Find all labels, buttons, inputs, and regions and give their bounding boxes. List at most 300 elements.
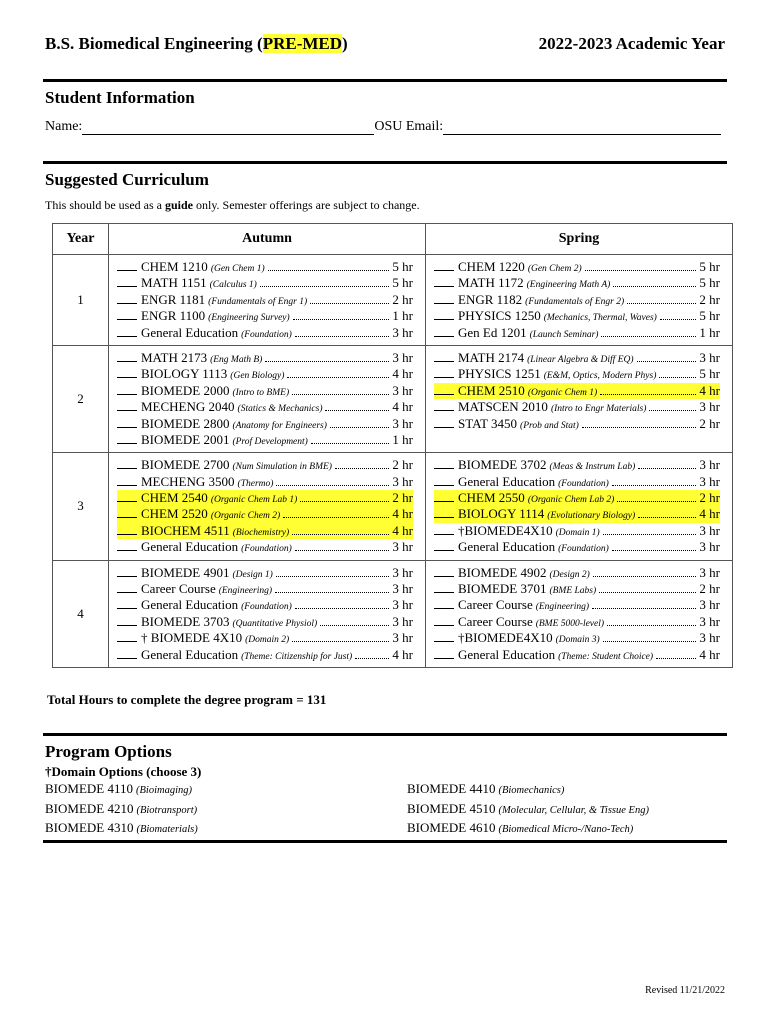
course-hours: 3 hr (392, 613, 413, 629)
completion-blank[interactable] (434, 416, 454, 428)
course-name: General Education (141, 539, 239, 555)
course-name: Career Course (458, 613, 533, 629)
completion-blank[interactable] (117, 259, 137, 271)
course-description: (Prof Development) (232, 436, 308, 447)
course-description: (Engineering Survey) (208, 313, 290, 324)
course-hours: 1 hr (392, 308, 413, 324)
course-item (434, 523, 720, 539)
completion-blank[interactable] (434, 350, 454, 362)
course-name: BIOMEDE 3701 (458, 581, 547, 597)
completion-blank[interactable] (117, 581, 137, 593)
domain-course-description: (Biomedical Micro-/Nano-Tech) (498, 824, 634, 836)
course-item (434, 647, 720, 663)
course-hours: 3 hr (392, 564, 413, 580)
course-hours: 3 hr (699, 473, 720, 489)
autumn-courses-cell (109, 345, 426, 452)
name-label: Name: (45, 119, 83, 134)
course-hours: 3 hr (699, 399, 720, 415)
course-item (434, 539, 720, 555)
dot-leader (607, 615, 696, 626)
course-item (434, 275, 720, 291)
dot-leader (275, 582, 389, 593)
course-hours: 3 hr (699, 457, 720, 473)
course-description: (E&M, Optics, Modern Phys) (543, 371, 657, 382)
course-hours: 4 hr (392, 522, 413, 538)
course-item (434, 506, 720, 522)
course-hours: 5 hr (699, 259, 720, 274)
course-item (117, 474, 413, 490)
course-hours: 3 hr (392, 324, 413, 340)
course-item (117, 597, 413, 613)
course-hours: 4 hr (392, 399, 413, 415)
column-header-year: Year (53, 224, 109, 255)
course-hours: 1 hr (699, 324, 720, 340)
dot-leader (325, 400, 389, 411)
domain-course-description: (Biomechanics) (498, 785, 565, 796)
course-name: CHEM 2550 (458, 490, 525, 506)
note-text: This should be used as a (45, 198, 165, 212)
course-hours: 3 hr (392, 382, 413, 398)
course-hours: 4 hr (392, 366, 413, 382)
dot-leader (330, 417, 389, 428)
course-description: (Theme: Citizenship for Just) (241, 651, 353, 662)
completion-blank[interactable] (434, 292, 454, 304)
spring-courses-cell (426, 345, 733, 452)
program-options-title: Program Options (45, 742, 172, 761)
course-item (117, 647, 413, 663)
autumn-courses-cell (109, 255, 426, 346)
course-description: (Fundamentals of Engr 2) (525, 296, 625, 307)
course-item (117, 416, 413, 432)
dot-leader (292, 631, 389, 642)
dot-leader (659, 367, 696, 378)
course-description: (Gen Biology) (230, 371, 285, 382)
note-text: only. Semester offerings are subject to change. (193, 198, 420, 212)
completion-blank[interactable] (117, 308, 137, 320)
course-name: BIOMEDE 2000 (141, 382, 230, 398)
spring-courses-cell (426, 560, 733, 667)
dot-leader (617, 491, 696, 502)
course-description: (Fundamentals of Engr 1) (208, 296, 308, 307)
dot-leader (276, 475, 389, 486)
course-name: †BIOMEDE4X10 (458, 630, 553, 646)
completion-blank[interactable] (117, 506, 137, 518)
course-name: BIOMEDE 2800 (141, 415, 230, 431)
course-item (117, 581, 413, 597)
completion-blank[interactable] (434, 457, 454, 469)
course-description: (Prob and Stat) (520, 420, 579, 431)
dot-leader (265, 351, 389, 362)
course-item (434, 457, 720, 473)
course-name: General Education (458, 539, 556, 555)
course-hours: 5 hr (699, 366, 720, 382)
course-item (117, 383, 413, 399)
completion-blank[interactable] (117, 490, 137, 502)
course-item (434, 630, 720, 646)
course-description: (Domain 2) (245, 635, 290, 646)
dot-leader (268, 260, 390, 271)
course-name: General Education (458, 646, 556, 662)
dot-leader (649, 400, 696, 411)
course-description: (Intro to BME) (232, 387, 290, 398)
course-hours: 3 hr (699, 630, 720, 646)
completion-blank[interactable] (434, 597, 454, 609)
course-hours: 3 hr (699, 564, 720, 580)
completion-blank[interactable] (117, 325, 137, 337)
course-hours: 3 hr (392, 597, 413, 613)
course-hours: 3 hr (699, 349, 720, 365)
course-hours: 4 hr (699, 506, 720, 522)
course-name: MATH 1172 (458, 275, 524, 291)
dot-leader (638, 458, 696, 469)
domain-option-item (45, 801, 198, 821)
divider (43, 840, 727, 843)
course-description: (Linear Algebra & Diff EQ) (527, 354, 634, 365)
divider (43, 79, 727, 82)
completion-blank[interactable] (117, 416, 137, 428)
completion-blank[interactable] (434, 325, 454, 337)
dot-leader (310, 293, 389, 304)
course-item (117, 292, 413, 308)
course-item (117, 308, 413, 324)
dot-leader (603, 631, 697, 642)
course-item (434, 474, 720, 490)
course-name: BIOCHEM 4511 (141, 522, 230, 538)
domain-course-name: BIOMEDE 4510 (407, 800, 496, 816)
course-name: Gen Ed 1201 (458, 324, 527, 340)
course-description: (Organic Chem 2) (210, 511, 281, 522)
completion-blank[interactable] (434, 275, 454, 287)
domain-option-item (45, 820, 198, 840)
course-name: General Education (141, 597, 239, 613)
domain-course-description: (Molecular, Cellular, & Tissue Eng) (498, 804, 649, 816)
dot-leader (295, 326, 390, 337)
course-hours: 2 hr (699, 291, 720, 307)
dot-leader (660, 309, 697, 320)
dot-leader (613, 276, 696, 287)
dot-leader (292, 384, 389, 395)
dot-leader (600, 384, 696, 395)
course-item (434, 399, 720, 415)
completion-blank[interactable] (434, 647, 454, 659)
course-item (117, 490, 413, 506)
completion-blank[interactable] (434, 523, 454, 535)
course-item (117, 506, 413, 522)
course-name: MECHENG 3500 (141, 473, 235, 489)
completion-blank[interactable] (117, 597, 137, 609)
course-name: CHEM 2540 (141, 490, 208, 506)
completion-blank[interactable] (117, 630, 137, 642)
course-item (117, 457, 413, 473)
year-cell: 4 (53, 560, 109, 667)
course-name: Career Course (458, 597, 533, 613)
course-description: (Intro to Engr Materials) (550, 404, 647, 415)
course-item (434, 383, 720, 399)
curriculum-title: Suggested Curriculum (45, 170, 209, 189)
dot-leader (638, 507, 696, 518)
dot-leader (603, 524, 697, 535)
course-item (434, 614, 720, 630)
domain-course-name: BIOMEDE 4610 (407, 820, 496, 836)
program-title (45, 34, 348, 54)
course-hours: 5 hr (699, 308, 720, 324)
program-title-suffix: ) (342, 34, 348, 53)
dot-leader (627, 293, 696, 304)
course-description: (Eng Math B) (210, 354, 263, 365)
completion-blank[interactable] (117, 292, 137, 304)
course-item (434, 366, 720, 382)
completion-blank[interactable] (117, 350, 137, 362)
domain-option-item (407, 820, 649, 840)
completion-blank[interactable] (117, 275, 137, 287)
course-hours: 2 hr (392, 457, 413, 473)
course-hours: 5 hr (699, 275, 720, 291)
course-item (434, 325, 720, 341)
course-item (117, 325, 413, 341)
course-hours: 3 hr (392, 539, 413, 555)
course-name: STAT 3450 (458, 415, 518, 431)
course-description: (Statics & Mechanics) (237, 404, 323, 415)
domain-options-left (45, 781, 198, 840)
note-emphasis: guide (164, 198, 193, 212)
autumn-courses-cell (109, 453, 426, 560)
domain-course-description: (Biotransport) (136, 804, 198, 816)
divider (43, 733, 727, 736)
course-item (117, 614, 413, 630)
completion-blank[interactable] (434, 539, 454, 551)
completion-blank[interactable] (434, 259, 454, 271)
course-description: (Launch Seminar) (529, 329, 599, 340)
domain-course-name: BIOMEDE 4210 (45, 800, 134, 816)
course-name: MATH 1151 (141, 275, 207, 291)
course-hours: 3 hr (392, 349, 413, 365)
course-description: (Engineering) (535, 602, 590, 613)
table-row (53, 560, 733, 667)
dot-leader (612, 540, 697, 551)
year-cell: 1 (53, 255, 109, 346)
course-hours: 2 hr (699, 490, 720, 506)
course-hours: 3 hr (392, 415, 413, 431)
program-title-prefix: B.S. Biomedical Engineering ( (45, 34, 263, 53)
dot-leader (292, 524, 389, 535)
course-item (117, 565, 413, 581)
page-header (45, 34, 725, 58)
course-name: MATSCEN 2010 (458, 399, 548, 415)
course-item (117, 399, 413, 415)
academic-year: 2022-2023 Academic Year (538, 34, 725, 53)
course-description: (BME Labs) (549, 586, 597, 597)
course-item (434, 308, 720, 324)
course-item (434, 292, 720, 308)
course-hours: 4 hr (392, 506, 413, 522)
completion-blank[interactable] (434, 383, 454, 395)
course-hours: 3 hr (699, 613, 720, 629)
course-item (117, 539, 413, 555)
course-name: CHEM 2510 (458, 382, 525, 398)
completion-blank[interactable] (117, 474, 137, 486)
course-item (434, 565, 720, 581)
student-fields (45, 119, 721, 135)
curriculum-table (52, 223, 733, 668)
course-name: ENGR 1181 (141, 291, 206, 307)
dot-leader (293, 309, 390, 320)
table-row (53, 345, 733, 452)
course-name: Career Course (141, 581, 216, 597)
dot-leader (287, 367, 389, 378)
course-name: † BIOMEDE 4X10 (141, 630, 243, 646)
completion-blank[interactable] (434, 630, 454, 642)
course-hours: 3 hr (392, 473, 413, 489)
completion-blank[interactable] (117, 523, 137, 535)
dot-leader (599, 582, 696, 593)
course-name: BIOLOGY 1113 (141, 366, 228, 382)
domain-option-item (407, 801, 649, 821)
course-item (117, 275, 413, 291)
course-hours: 4 hr (699, 382, 720, 398)
course-description: (Design 1) (232, 569, 273, 580)
course-item (434, 350, 720, 366)
table-row (53, 453, 733, 560)
course-description: (Meas & Instrum Lab) (549, 462, 636, 473)
course-description: (Foundation) (241, 602, 292, 613)
autumn-courses-cell (109, 560, 426, 667)
completion-blank[interactable] (117, 366, 137, 378)
completion-blank[interactable] (117, 457, 137, 469)
domain-course-name: BIOMEDE 4310 (45, 820, 134, 836)
completion-blank[interactable] (434, 399, 454, 411)
domain-course-name: BIOMEDE 4410 (407, 781, 496, 796)
course-item (434, 597, 720, 613)
course-description: (Foundation) (558, 544, 609, 555)
course-name: CHEM 1210 (141, 259, 208, 274)
course-name: CHEM 1220 (458, 259, 525, 274)
domain-course-description: (Bioimaging) (136, 785, 192, 796)
dot-leader (283, 507, 389, 518)
course-description: (Engineering) (218, 586, 273, 597)
completion-blank[interactable] (434, 506, 454, 518)
course-description: (Anatomy for Engineers) (232, 420, 327, 431)
completion-blank[interactable] (434, 366, 454, 378)
completion-blank[interactable] (117, 539, 137, 551)
curriculum-note (45, 198, 420, 213)
completion-blank[interactable] (434, 308, 454, 320)
course-description: (Foundation) (558, 478, 609, 489)
total-hours: Total Hours to complete the degree program = 131 (47, 692, 327, 707)
dot-leader (320, 615, 389, 626)
course-hours: 3 hr (392, 630, 413, 646)
course-description: (Quantitative Physiol) (232, 618, 318, 629)
year-cell: 2 (53, 345, 109, 452)
divider (43, 161, 727, 164)
spring-courses-cell (426, 453, 733, 560)
student-info-title: Student Information (45, 88, 195, 107)
dot-leader (260, 276, 390, 287)
course-hours: 4 hr (699, 646, 720, 662)
course-name: PHYSICS 1250 (458, 308, 541, 324)
year-cell: 3 (53, 453, 109, 560)
email-field[interactable] (443, 121, 721, 135)
column-header-spring: Spring (426, 224, 733, 255)
course-name: BIOMEDE 4902 (458, 564, 547, 580)
dot-leader (276, 566, 390, 577)
name-field[interactable] (82, 121, 374, 135)
dot-leader (295, 598, 390, 609)
dot-leader (582, 417, 697, 428)
course-description: (Domain 3) (555, 635, 600, 646)
course-description: (Theme: Student Choice) (558, 651, 654, 662)
course-hours: 3 hr (699, 539, 720, 555)
course-description: (Thermo) (237, 478, 274, 489)
course-description: (Foundation) (241, 544, 292, 555)
course-item (434, 581, 720, 597)
course-name: BIOMEDE 4901 (141, 564, 230, 580)
completion-blank[interactable] (434, 565, 454, 577)
course-description: (Biochemistry) (232, 527, 290, 538)
course-hours: 3 hr (699, 522, 720, 538)
course-item (117, 350, 413, 366)
completion-blank[interactable] (117, 432, 137, 444)
course-description: (Organic Chem 1) (527, 387, 598, 398)
completion-blank[interactable] (117, 565, 137, 577)
course-description: (Design 2) (549, 569, 590, 580)
course-name: ENGR 1100 (141, 308, 206, 324)
dot-leader (601, 326, 696, 337)
revised-date: Revised 11/21/2022 (645, 985, 725, 996)
course-name: General Education (141, 324, 239, 340)
course-description: (Engineering Math A) (526, 280, 611, 291)
dot-leader (355, 648, 389, 659)
completion-blank[interactable] (434, 490, 454, 502)
course-name: BIOMEDE 3703 (141, 613, 230, 629)
course-hours: 2 hr (699, 581, 720, 597)
course-description: (Organic Chem Lab 2) (527, 495, 615, 506)
course-item (117, 432, 413, 448)
completion-blank[interactable] (117, 399, 137, 411)
dot-leader (593, 566, 697, 577)
completion-blank[interactable] (434, 581, 454, 593)
course-name: MECHENG 2040 (141, 399, 235, 415)
completion-blank[interactable] (117, 383, 137, 395)
course-hours: 3 hr (699, 597, 720, 613)
completion-blank[interactable] (434, 614, 454, 626)
table-row (53, 255, 733, 346)
course-name: BIOMEDE 2700 (141, 457, 230, 473)
completion-blank[interactable] (434, 474, 454, 486)
course-description: (Organic Chem Lab 1) (210, 495, 298, 506)
course-name: MATH 2174 (458, 349, 525, 365)
course-hours: 2 hr (699, 415, 720, 431)
course-name: MATH 2173 (141, 349, 208, 365)
column-header-autumn: Autumn (109, 224, 426, 255)
course-hours: 5 hr (392, 275, 413, 291)
course-item (434, 416, 720, 432)
dot-leader (585, 260, 697, 271)
spring-courses-cell (426, 255, 733, 346)
course-hours: 5 hr (392, 259, 413, 274)
course-item (117, 523, 413, 539)
course-name: ENGR 1182 (458, 291, 523, 307)
course-description: (Mechanics, Thermal, Waves) (543, 313, 657, 324)
course-item (117, 259, 413, 275)
completion-blank[interactable] (117, 614, 137, 626)
course-hours: 1 hr (392, 431, 413, 447)
dot-leader (295, 540, 390, 551)
course-name: CHEM 2520 (141, 506, 208, 522)
completion-blank[interactable] (117, 647, 137, 659)
dot-leader (656, 648, 696, 659)
course-description: (Gen Chem 1) (210, 264, 265, 274)
domain-option-item (407, 781, 649, 801)
